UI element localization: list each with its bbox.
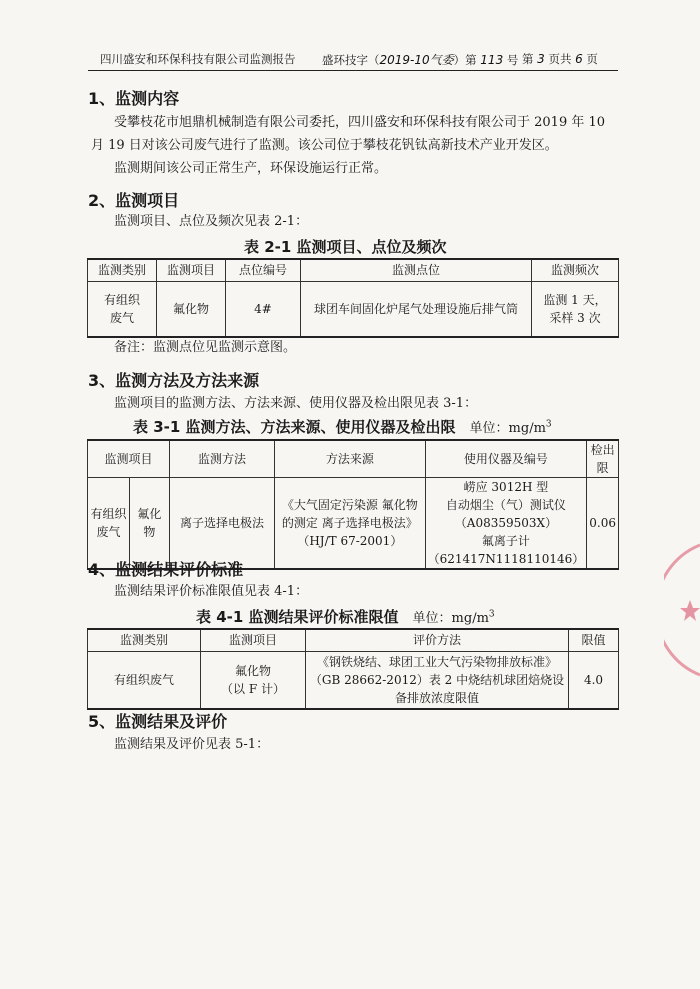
table-3-1-unit: 单位：$mg/m^3$	[469, 419, 552, 436]
section-4-title: 4、监测结果评价标准	[88, 560, 244, 579]
table-header: 监测频次	[532, 259, 619, 281]
table-cell: 氟化物	[129, 478, 169, 570]
ref-suffix: 号	[506, 53, 519, 67]
table-header: 评价方法	[306, 629, 569, 651]
table-cell: 有组织 废气	[88, 478, 130, 570]
table-header: 监测项目	[157, 259, 226, 281]
table-row	[88, 281, 619, 337]
section-1-para-1-line-2: 月 19 日对该公司废气进行了监测。该公司位于攀枝花钒钛高新技术产业开发区。	[91, 138, 558, 153]
table-cell: 氟化物 （以 F 计）	[201, 651, 306, 709]
table-header: 监测项目	[88, 440, 170, 478]
ref-no: 113	[480, 53, 504, 67]
section-2-intro: 监测项目、点位及频次见表 2-1：	[114, 214, 309, 229]
table-cell: 4#	[226, 281, 301, 337]
ref-prefix: 盛环技字（	[322, 53, 380, 67]
table-header: 检出限	[587, 440, 619, 478]
table-header: 点位编号	[226, 259, 301, 281]
section-1-title: 1、监测内容	[88, 89, 180, 108]
table-header: 监测类别	[88, 629, 201, 651]
company-seal-partial	[664, 540, 700, 680]
table-cell: 0.06	[587, 478, 619, 570]
page-header	[90, 49, 615, 67]
header-report-number	[322, 51, 518, 68]
table-4-1-caption	[196, 606, 495, 627]
section-5-intro: 监测结果及评价见表 5-1：	[114, 737, 270, 752]
table-row	[88, 651, 619, 709]
table-header: 方法来源	[275, 440, 426, 478]
page-total: 6	[575, 52, 583, 66]
ref-mid: ）第	[453, 53, 477, 67]
table-cell: 有组织 废气	[88, 281, 157, 337]
ref-handwritten: 2019-10气委	[379, 53, 454, 67]
table-4-1-unit: 单位：$mg/m^3$	[412, 609, 495, 626]
header-page-number	[522, 51, 598, 67]
table-header: 使用仪器及编号	[425, 440, 587, 478]
table-header: 监测方法	[169, 440, 274, 478]
table-header: 监测项目	[201, 629, 306, 651]
table-2-1-caption: 表 2-1 监测项目、点位及频次	[244, 238, 447, 256]
page-suffix: 页	[586, 52, 598, 66]
table-cell: 《钢铁烧结、球团工业大气污染物排放标准》 （GB 28662-2012）表 2 中烧结机球团焙烧设 备排放浓度限值	[306, 651, 569, 709]
table-2-1	[87, 258, 619, 338]
section-1-para-2: 监测期间该公司正常生产，环保设施运行正常。	[114, 161, 388, 176]
table-4-1	[87, 628, 619, 710]
table-cell: 4.0	[569, 651, 619, 709]
table-cell: 崂应 3012H 型 自动烟尘（气）测试仪 （A08359503X） 氟离子计 （621417N1118110146）	[425, 478, 587, 570]
table-3-1	[87, 439, 619, 570]
header-divider	[88, 70, 618, 71]
section-2-title: 2、监测项目	[88, 191, 180, 210]
section-1-para-1-line-1: 受攀枝花市旭鼎机械制造有限公司委托，四川盛安和环保科技有限公司于 2019 年 10	[114, 115, 606, 130]
section-5-title: 5、监测结果及评价	[88, 712, 228, 731]
table-header: 监测点位	[301, 259, 532, 281]
page-prefix: 第	[522, 52, 534, 66]
page-mid: 页共	[548, 52, 572, 66]
header-org: 四川盛安和环保科技有限公司监测报告	[100, 52, 296, 66]
table-row	[88, 478, 619, 570]
section-3-title: 3、监测方法及方法来源	[88, 371, 260, 390]
table-cell: 离子选择电极法	[169, 478, 274, 570]
table-3-1-title: 表 3-1 监测方法、方法来源、使用仪器及检出限	[133, 418, 456, 436]
table-4-1-title: 表 4-1 监测结果评价标准限值	[196, 608, 399, 626]
table-cell: 球团车间固化炉尾气处理设施后排气筒	[301, 281, 532, 337]
table-cell: 《大气固定污染源 氟化物 的测定 离子选择电极法》 （HJ/T 67-2001）	[275, 478, 426, 570]
section-4-intro: 监测结果评价标准限值见表 4-1：	[114, 584, 309, 599]
table-cell: 有组织废气	[88, 651, 201, 709]
table-2-1-note: 备注：监测点位见监测示意图。	[114, 340, 297, 355]
table-cell: 氟化物	[157, 281, 226, 337]
table-header: 监测类别	[88, 259, 157, 281]
table-cell: 监测 1 天， 采样 3 次	[532, 281, 619, 337]
table-3-1-caption	[133, 416, 552, 437]
section-3-intro: 监测项目的监测方法、方法来源、使用仪器及检出限见表 3-1：	[114, 396, 478, 411]
table-header: 限值	[569, 629, 619, 651]
page-no: 3	[537, 52, 545, 66]
